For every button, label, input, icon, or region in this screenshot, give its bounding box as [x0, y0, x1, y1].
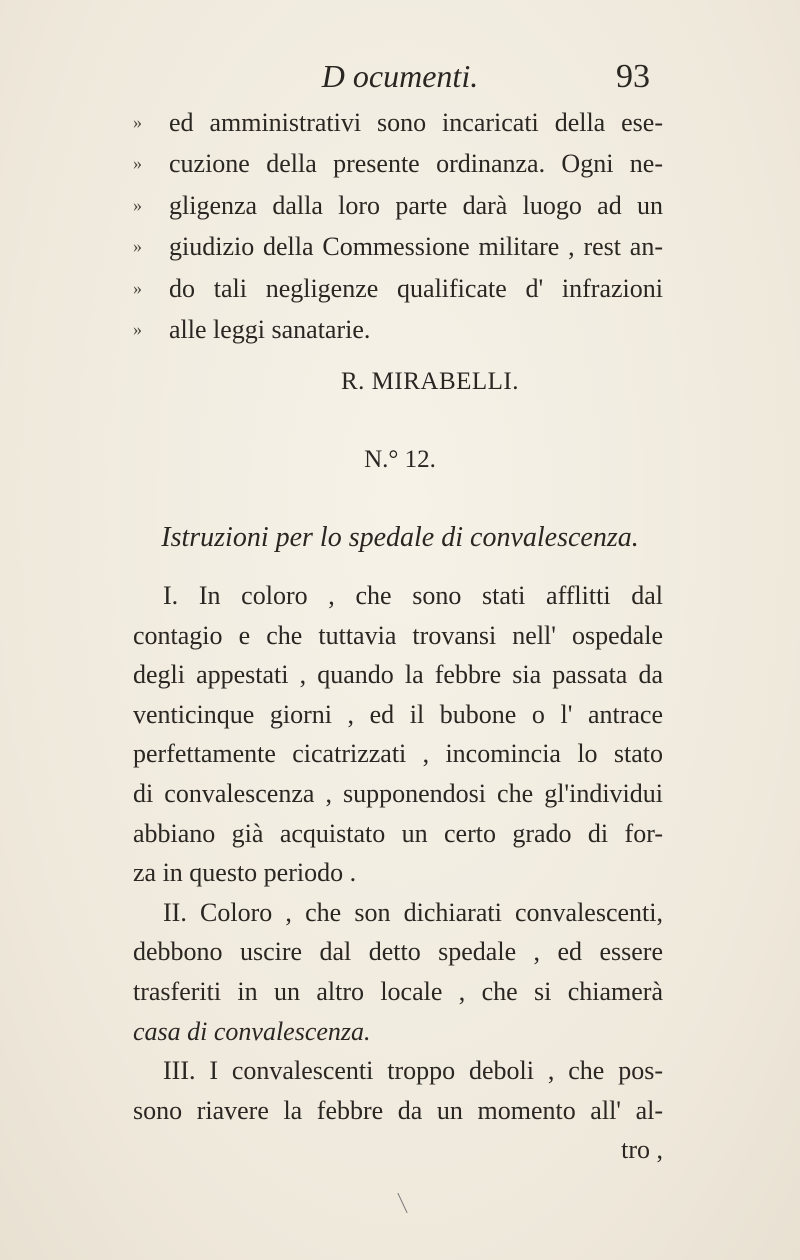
body-line: di convalescenza , supponendosi che gl'individui [133, 778, 663, 808]
quote-line [133, 185, 663, 226]
quote-line [133, 268, 663, 309]
body-line: casa di convalescenza. [133, 1016, 371, 1046]
document-number: N.° 12. [364, 446, 436, 473]
page-header [0, 58, 800, 98]
quoted-ordinance-text [133, 102, 663, 350]
body-line: debbono uscire dal detto spedale , ed essere [133, 937, 663, 967]
body-line: trasferiti in un altro locale , che si chiamerà [133, 976, 663, 1006]
quote-mark: » [133, 112, 142, 132]
quote-mark: » [133, 318, 142, 339]
body-line: I. In coloro , che sono stati afflitti dal [163, 581, 663, 610]
quote-mark: » [133, 277, 142, 298]
section-title: Istruzioni per lo spedale di convalescenza. [161, 522, 639, 553]
quote-mark: » [133, 194, 142, 215]
body-line: za in questo periodo . [133, 858, 357, 888]
body-line: degli appestati , quando la febbre sia passata da [133, 660, 663, 690]
page-number: 93 [616, 58, 650, 95]
body-text [133, 576, 663, 1170]
body-line: contagio e che tuttavia trovansi nell' ospedale [133, 620, 663, 650]
quote-line [133, 226, 663, 267]
body-line: abbiano già acquistato un certo grado di for- [133, 818, 663, 848]
body-line: perfettamente cicatrizzati , incomincia lo stato [133, 739, 663, 769]
body-line: II. Coloro , che son dichiarati convalescenti, [163, 897, 663, 927]
ink-mark [397, 1193, 407, 1213]
quote-mark: » [133, 236, 142, 257]
quote-line [133, 143, 663, 184]
quote-line-text: cuzione della presente ordinanza. Ogni ne- [169, 149, 663, 179]
quote-line-text: gligenza dalla loro parte darà luogo ad un [169, 190, 663, 220]
quote-line-text: alle leggi sanatarie. [169, 314, 371, 344]
body-line: venticinque giorni , ed il bubone o l' antrace [133, 699, 663, 729]
body-line: sono riavere la febbre da un momento all' al- [133, 1095, 663, 1125]
running-title: D ocumenti. [321, 58, 479, 94]
quote-line [133, 309, 663, 350]
quote-line-text: ed amministrativi sono incaricati della ese- [169, 108, 663, 137]
quote-line-text: giudizio della Commessione militare , rest an- [169, 232, 663, 262]
body-line: III. I convalescenti troppo deboli , che pos- [163, 1056, 663, 1086]
quote-line [133, 102, 663, 143]
quote-mark: » [133, 153, 142, 174]
quote-line-text: do tali negligenze qualificate d' infrazioni [169, 273, 663, 303]
signature: R. MIRABELLI. [340, 368, 520, 395]
catchword: tro , [621, 1135, 663, 1165]
